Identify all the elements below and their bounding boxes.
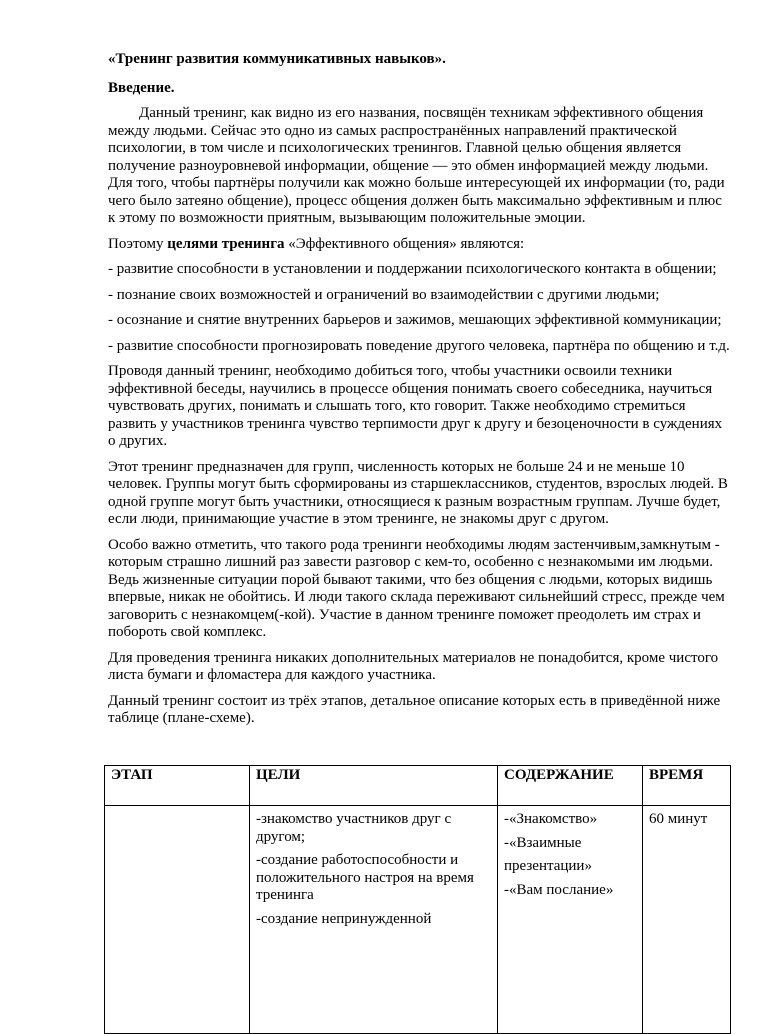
cell-content-line: презентации» [504,858,592,874]
cell-goal-line: -создание работоспособности и положительного настроя на время тренинга [256,852,474,903]
cell-stage [105,806,250,1034]
header-stage: ЭТАП [105,766,250,806]
header-time: ВРЕМЯ [643,766,731,806]
document-body [108,51,730,736]
body-paragraph: Проводя данный тренинг, необходимо добиться того, чтобы участники освоили техники эффективной беседы, научились в процессе общения понимать своего собеседника, научиться чувствовать других, понимать и слышать того, кто говорит. Также необходимо стремиться развить у участников тренинга чувство терпимости друг к другу и безоценочности в суждениях о других. [108,363,723,449]
body-paragraph: Данный тренинг состоит из трёх этапов, детальное описание которых есть в приведённой ниже таблице (плане-схеме). [108,692,721,726]
cell-goals [250,806,498,1034]
document-title: «Тренинг развития коммуникативных навыков». [108,51,446,67]
cell-content-line: -«Вам послание» [504,881,614,898]
goals-intro-before: Поэтому [108,235,168,252]
goals-intro-bold: целями тренинга [167,235,285,252]
goal-item: - познание своих возможностей и ограничений во взаимодействии с другими людьми; [108,286,660,303]
body-paragraph: Для проведения тренинга никаких дополнительных материалов не понадобится, кроме чистого листа бумаги и фломастера для каждого участника. [108,649,719,683]
goal-item: - развитие способности прогнозировать поведение другого человека, партнёра по общению и т.д. [108,337,730,354]
cell-content [498,806,643,1034]
cell-content-line: -«Взаимные [504,834,582,851]
cell-time: 60 минут [643,806,731,1034]
header-goals: ЦЕЛИ [250,766,498,806]
header-content: СОДЕРЖАНИЕ [498,766,643,806]
body-paragraph: Особо важно отметить, что такого рода тренинги необходимы людям застенчивым,замкнутым - которым страшно лишний раз завести разговор с кем-то, особенно с незнакомыми им людьми. Ведь жизненные ситуации порой бывают такими, что без общения с людьми, которых видишь впервые, никак не обойтись. И люди такого склада переживают сильнейший стресс, прежде чем заговорить с незнакомцем(-кой). Участие в данном тренинге поможет преодолеть им страх и побороть свой комплекс. [108,536,725,640]
table-header-row [105,766,731,806]
goal-item: - развитие способности в установлении и поддержании психологического контакта в общении; [108,261,717,277]
intro-heading: Введение. [108,79,175,96]
cell-goal-line: -создание непринужденной [256,910,432,927]
cell-content-line: -«Знакомство» [504,811,598,827]
goals-intro-after: «Эффективного общения» являются: [284,235,525,252]
cell-goal-line: -знакомство участников друг с другом; [256,811,452,845]
body-paragraph: Этот тренинг предназначен для групп, численность которых не больше 24 и не меньше 10 человек. Группы могут быть сформированы из старшеклассников, студентов, взрослых людей. В одной группе могут быть участники, относящиеся к разным возрастным группам. Лучше будет, если люди, принимающие участие в этом тренинге, не знакомы друг с другом. [108,458,728,527]
goal-item: - осознание и снятие внутренних барьеров и зажимов, мешающих эффективной коммуникации; [108,312,722,328]
intro-paragraph: Данный тренинг, как видно из его названия, посвящён техникам эффективного общения между людьми. Сейчас это одно из самых распространённых направлений практической психологии, в том числе и психологических тренингов. Главной целью общения является получение разноуровневой информации, общение — это обмен информацией между людьми. Для того, чтобы партнёры получили как можно больше интересующей их информации (то, ради чего было затеяно общение), процесс общения должен быть максимально эффективным и плюс к этому по возможности приятным, вызывающим положительные эмоции. [108,105,725,226]
table-row [105,806,731,1034]
goals-intro [108,236,730,254]
